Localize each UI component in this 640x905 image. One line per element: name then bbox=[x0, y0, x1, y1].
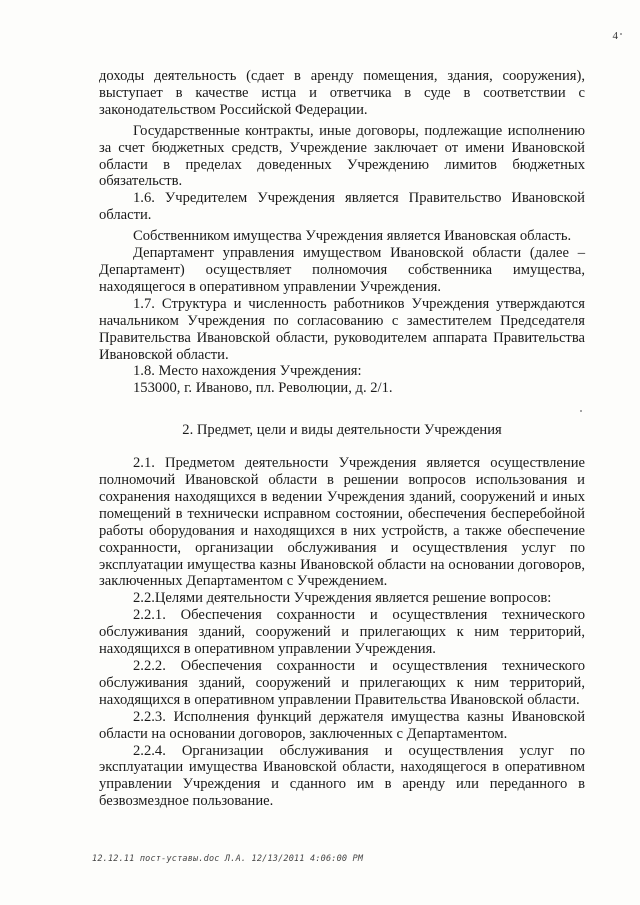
paragraph: 1.7. Структура и численность работников Учреждения утверждаются начальником Учреждения по согласованию с заместителем Председателя Правительства Ивановской области, руководителем аппарата Правительства Ивановской области. bbox=[99, 295, 585, 363]
paragraph: 2.2.4. Организации обслуживания и осуществления услуг по эксплуатации имущества Ивановской области, находящегося в оперативном управлении Учреждения и сданного им в аренду или переданного в безвозмездное пользование. bbox=[99, 742, 585, 810]
document-footer: 12.12.11 пост-уставы.doc Л.А. 12/13/2011 4:06:00 PM bbox=[92, 854, 364, 864]
paragraph: 2.2.1. Обеспечения сохранности и осуществления технического обслуживания зданий, сооружений и прилегающих к ним территорий, находящихся в оперативном управлении Учреждения. bbox=[99, 607, 585, 658]
paragraph: Государственные контракты, иные договоры, подлежащие исполнению за счет бюджетных средств, Учреждение заключает от имени Ивановской области в пределах доведенных Учреждению лимитов бюджетных обязательств. bbox=[99, 122, 585, 190]
scan-speck bbox=[580, 410, 582, 412]
paragraph: Департамент управления имуществом Ивановской области (далее – Департамент) осуществляет полномочия собственника имущества, находящегося в оперативном управлении Учреждения. bbox=[99, 245, 585, 295]
scan-speck bbox=[620, 33, 622, 35]
paragraph: 2.2.Целями деятельности Учреждения является решение вопросов: bbox=[133, 590, 552, 607]
paragraph: 2.1. Предметом деятельности Учреждения является осуществление полномочий Ивановской области в решении вопросов использования и сохранения находящихся в ведении Учреждения зданий, сооружений и иных помещений в технически исправном состоянии, обеспечения бесперебойной работы оборудования и находящихся в них устройств, а также обеспечение сохранности, организации обслуживания и осуществления услуг по эксплуатации имущества казны Ивановской области на основании договоров, заключенных Департаментом с Учреждением. bbox=[99, 455, 585, 590]
paragraph: Собственником имущества Учреждения является Ивановская область. bbox=[133, 228, 572, 245]
document-body bbox=[99, 68, 585, 810]
section-heading: 2. Предмет, цели и виды деятельности Учреждения bbox=[182, 422, 502, 439]
paragraph: 1.6. Учредителем Учреждения является Правительство Ивановской области. bbox=[99, 190, 585, 224]
paragraph: 1.8. Место нахождения Учреждения: bbox=[133, 363, 362, 380]
paragraph: 2.2.2. Обеспечения сохранности и осуществления технического обслуживания зданий, сооружений и прилегающих к ним территорий, находящихся в оперативном управлении Правительства Ивановской области. bbox=[99, 658, 585, 708]
page-number: 4 bbox=[612, 30, 618, 42]
paragraph: доходы деятельность (сдает в аренду помещения, здания, сооружения), выступает в качестве истца и ответчика в суде в соответствии с законодательством Российской Федерации. bbox=[99, 68, 585, 118]
paragraph: 153000, г. Иваново, пл. Революции, д. 2/1. bbox=[133, 380, 393, 397]
paragraph: 2.2.3. Исполнения функций держателя имущества казны Ивановской области на основании договоров, заключенных с Департаментом. bbox=[99, 708, 585, 742]
